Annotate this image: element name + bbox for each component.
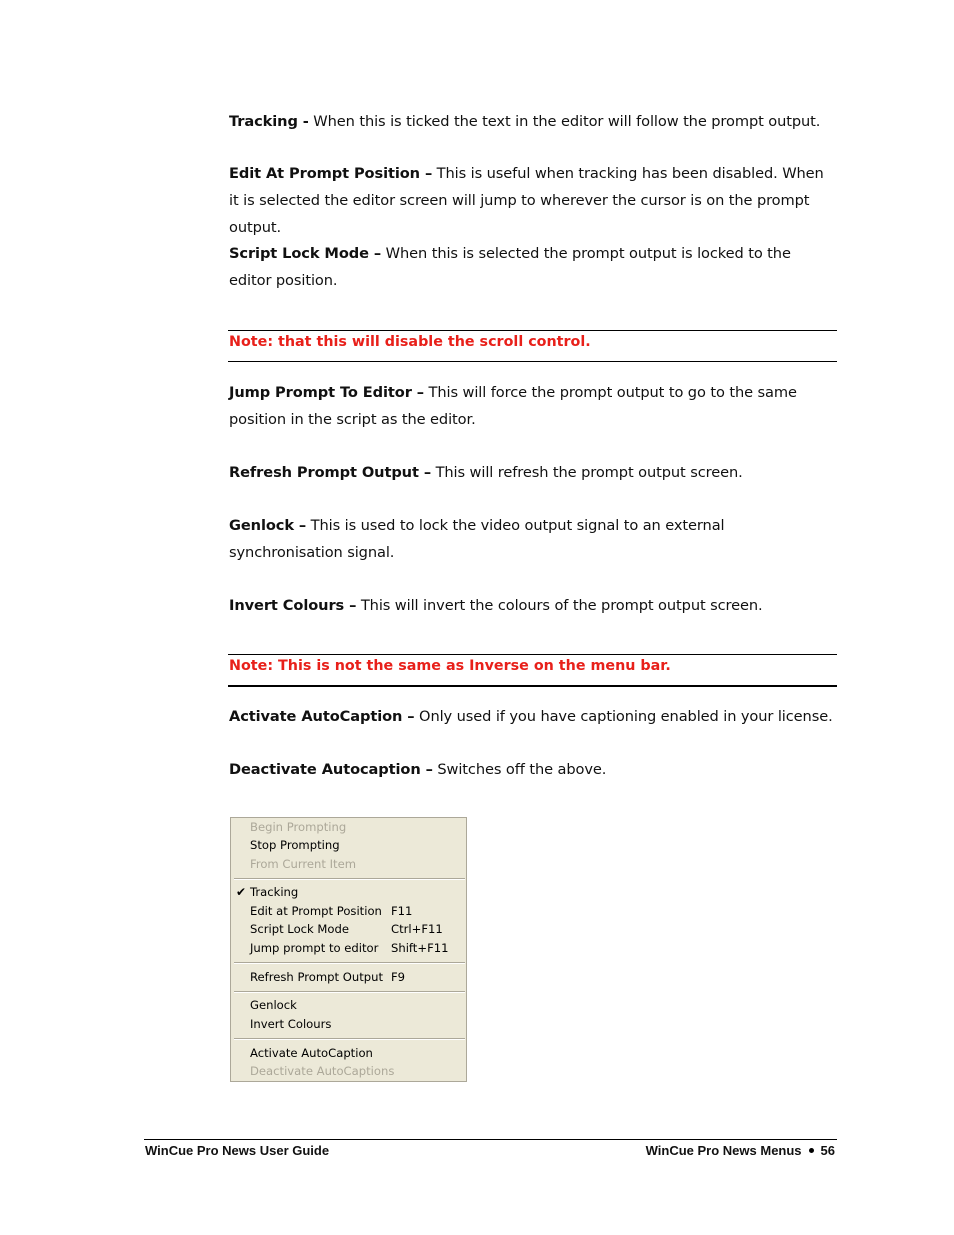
menu-item-activate-autocaption[interactable]: Activate AutoCaption: [250, 1046, 373, 1060]
footer-section-page: [646, 1143, 835, 1158]
note-text: Note: that this will disable the scroll control.: [229, 334, 591, 350]
menu-item-deactivate-autocaptions: Deactivate AutoCaptions: [250, 1064, 395, 1078]
checkmark-icon: ✔: [236, 885, 247, 899]
definition-deactivate-autocaption: Deactivate Autocaption – Switches off the above.: [229, 761, 607, 778]
definition-activate-autocaption: Activate AutoCaption – Only used if you have captioning enabled in your license.: [229, 708, 833, 725]
menu-item-invert-colours[interactable]: Invert Colours: [250, 1017, 332, 1031]
menu-item-jump-prompt-to-editor[interactable]: Jump prompt to editor: [250, 941, 379, 955]
definition-invert-colours: Invert Colours – This will invert the colours of the prompt output screen.: [229, 597, 763, 614]
menu-shortcut: Shift+F11: [391, 941, 449, 955]
menu-shortcut: F11: [391, 904, 413, 918]
menu-separator: [234, 1038, 465, 1040]
definition-genlock: Genlock – This is used to lock the video output signal to an external synchronisation signal.: [229, 517, 725, 561]
menu-item-begin-prompting: Begin Prompting: [250, 820, 347, 834]
menu-shortcut: Ctrl+F11: [391, 922, 443, 936]
note-text: Note: This is not the same as Inverse on the menu bar.: [229, 658, 671, 674]
bullet-icon: [809, 1148, 814, 1153]
definition-script-lock-mode: Script Lock Mode – When this is selected the prompt output is locked to the editor position.: [229, 245, 791, 289]
note-box-inverse: [228, 654, 837, 687]
menu-item-edit-at-prompt-position[interactable]: Edit at Prompt Position: [250, 904, 382, 918]
menu-separator: [234, 991, 465, 993]
definition-refresh-prompt-output: Refresh Prompt Output – This will refresh the prompt output screen.: [229, 464, 743, 481]
menu-item-refresh-prompt-output[interactable]: Refresh Prompt Output: [250, 970, 384, 984]
menu-separator: [234, 878, 465, 880]
definition-edit-at-prompt-position: Edit At Prompt Position – This is useful when tracking has been disabled. When it is selected the editor screen will jump to wherever the cursor is on the prompt output.: [229, 165, 824, 236]
menu-separator: [234, 962, 465, 964]
menu-item-script-lock-mode[interactable]: Script Lock Mode: [250, 922, 350, 936]
note-box-scroll: [228, 330, 837, 362]
footer-section-title: WinCue Pro News Menus: [645, 1143, 802, 1158]
definition-jump-prompt-to-editor: Jump Prompt To Editor – This will force the prompt output to go to the same position in the script as the editor.: [229, 384, 797, 428]
footer-guide-title: WinCue Pro News User Guide: [145, 1143, 330, 1158]
menu-item-stop-prompting[interactable]: Stop Prompting: [250, 838, 340, 852]
menu-item-from-current-item: From Current Item: [250, 857, 357, 871]
menu-item-genlock[interactable]: Genlock: [250, 998, 297, 1012]
prompt-menu-screenshot: [230, 817, 467, 1082]
menu-shortcut: F9: [391, 970, 406, 984]
page-number: 56: [820, 1143, 835, 1158]
menu-item-tracking[interactable]: Tracking: [250, 885, 299, 899]
footer-divider: [144, 1139, 837, 1140]
definition-tracking: Tracking - When this is ticked the text in the editor will follow the prompt output.: [229, 113, 821, 130]
